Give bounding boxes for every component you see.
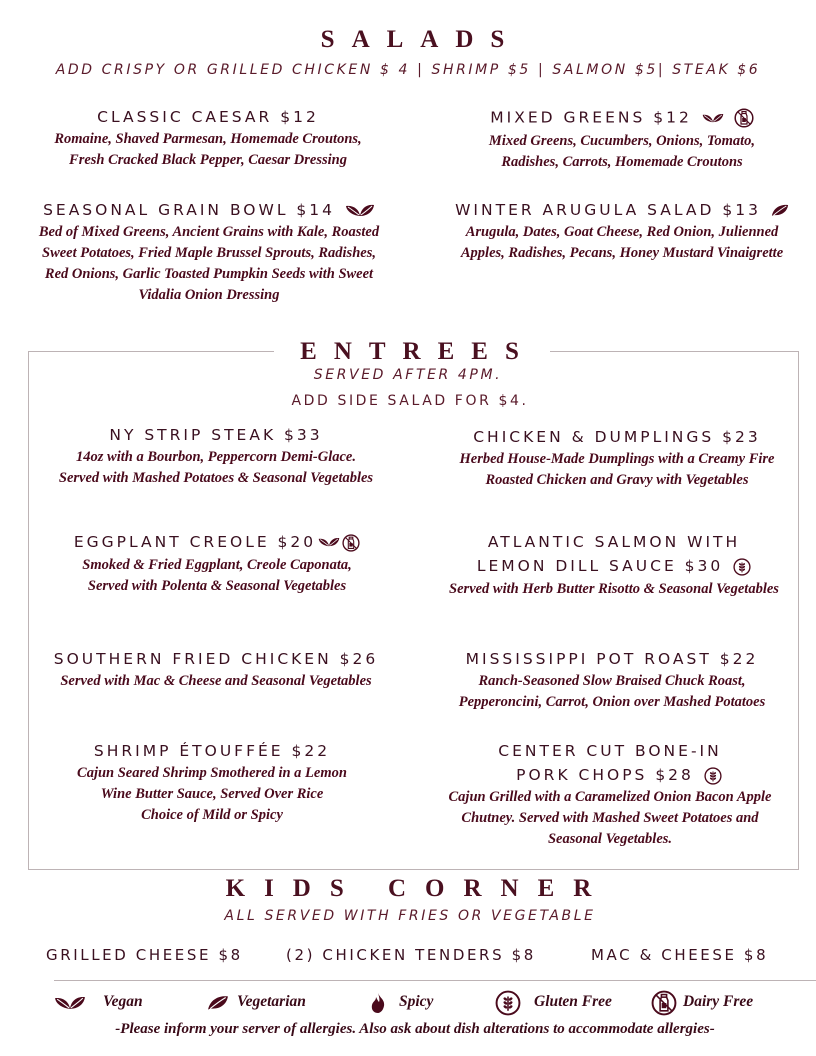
dish-name: CLASSIC CAESAR $12 bbox=[97, 108, 319, 126]
salads-title: SALADS bbox=[320, 26, 522, 53]
dish-desc-line: Chutney. Served with Mashed Sweet Potatoes and bbox=[461, 809, 759, 826]
entree-mississippi-pot-roast bbox=[426, 650, 798, 713]
dish-desc-line: Romaine, Shaved Parmesan, Homemade Croutons, bbox=[54, 131, 362, 147]
kids-item-mac-cheese: MAC & CHEESE $8 bbox=[591, 946, 769, 964]
dish-name: MIXED GREENS $12 bbox=[490, 108, 692, 127]
dish-desc-line: Cajun Grilled with a Caramelized Onion Bacon Apple bbox=[448, 788, 772, 805]
dish-name-line: PORK CHOPS $28 bbox=[516, 766, 694, 784]
dish-name-line: CENTER CUT BONE-IN bbox=[498, 742, 722, 760]
kids-sub: ALL SERVED WITH FRIES OR VEGETABLE bbox=[224, 908, 596, 924]
dish-name-row bbox=[32, 533, 402, 552]
dish-name-row bbox=[432, 201, 812, 219]
dish-desc-line: Seasonal Vegetables. bbox=[547, 830, 673, 847]
dish-desc-line: Vidalia Onion Dressing bbox=[138, 287, 280, 303]
dish-name: SEASONAL GRAIN BOWL $14 bbox=[43, 201, 335, 219]
dish-desc-line: 14oz with a Bourbon, Peppercorn Demi-Glace. bbox=[76, 449, 356, 465]
dairy-free-icon bbox=[651, 990, 677, 1016]
entree-atlantic-salmon bbox=[426, 533, 802, 600]
legend-vegan: Vegan bbox=[103, 993, 143, 1010]
dish-name-row bbox=[430, 766, 790, 785]
salad-classic-caesar bbox=[28, 108, 388, 171]
gluten-free-icon bbox=[704, 767, 722, 785]
dairy-free-icon bbox=[342, 534, 360, 552]
gluten-free-icon bbox=[495, 990, 521, 1016]
dish-desc-line: Smoked & Fried Eggplant, Creole Caponata, bbox=[82, 556, 352, 573]
divider bbox=[54, 980, 816, 981]
dish-desc-line: Roasted Chicken and Gravy with Vegetables bbox=[485, 472, 749, 488]
salads-addons: ADD CRISPY OR GRILLED CHICKEN $ 4 | SHRIMP $5 | SALMON $5| STEAK $6 bbox=[55, 62, 761, 78]
dish-desc-line: Red Onions, Garlic Toasted Pumpkin Seeds with Sweet bbox=[44, 266, 374, 282]
dish-name: MISSISSIPPI POT ROAST $22 bbox=[465, 650, 759, 668]
entree-eggplant-creole bbox=[32, 533, 402, 597]
dish-desc-line: Served with Polenta & Seasonal Vegetables bbox=[87, 577, 347, 594]
entrees-served: SERVED AFTER 4PM. bbox=[313, 367, 503, 383]
dish-desc-line: Served with Mashed Potatoes & Seasonal Vegetables bbox=[58, 470, 374, 486]
dish-name-row bbox=[24, 201, 394, 219]
dish-desc-line: Wine Butter Sauce, Served Over Rice bbox=[100, 786, 324, 802]
salad-mixed-greens bbox=[432, 108, 812, 173]
vegetarian-icon bbox=[771, 204, 789, 217]
dish-desc-line: Served with Herb Butter Risotto & Seasonal Vegetables bbox=[449, 580, 779, 597]
salad-seasonal-grain-bowl bbox=[24, 201, 394, 306]
spicy-icon bbox=[370, 992, 386, 1014]
vegan-icon bbox=[318, 537, 340, 548]
dish-name-line: ATLANTIC SALMON WITH bbox=[487, 533, 741, 551]
dish-desc-line: Herbed House-Made Dumplings with a Creamy Fire bbox=[459, 451, 775, 467]
vegan-icon bbox=[702, 113, 724, 124]
dish-desc-line: Bed of Mixed Greens, Ancient Grains with Kale, Roasted bbox=[38, 224, 380, 240]
dish-name-line: LEMON DILL SAUCE $30 bbox=[476, 557, 724, 575]
legend-gluten-free: Gluten Free bbox=[534, 993, 612, 1010]
kids-item-chicken-tenders: (2) CHICKEN TENDERS $8 bbox=[286, 946, 536, 964]
dish-name: WINTER ARUGULA SALAD $13 bbox=[455, 201, 761, 219]
vegan-icon bbox=[54, 996, 86, 1011]
dish-desc-line: Fresh Cracked Black Pepper, Caesar Dressing bbox=[69, 152, 347, 168]
dish-name: SOUTHERN FRIED CHICKEN $26 bbox=[53, 650, 379, 668]
legend-dairy-free: Dairy Free bbox=[683, 993, 754, 1010]
dairy-free-icon bbox=[734, 108, 754, 128]
entree-ny-strip-steak bbox=[36, 426, 396, 489]
entrees-side-salad: ADD SIDE SALAD FOR $4. bbox=[291, 393, 529, 409]
gluten-free-icon bbox=[733, 558, 751, 576]
dish-desc-line: Apples, Radishes, Pecans, Honey Mustard Vinaigrette bbox=[460, 245, 784, 261]
kids-item-grilled-cheese: GRILLED CHEESE $8 bbox=[46, 946, 243, 964]
entree-pork-chops bbox=[430, 742, 790, 850]
dish-desc-line: Choice of Mild or Spicy bbox=[141, 807, 283, 823]
vegan-icon bbox=[345, 204, 375, 218]
dish-desc-line: Mixed Greens, Cucumbers, Onions, Tomato, bbox=[488, 133, 756, 149]
dish-name: SHRIMP ÉTOUFFÉE $22 bbox=[93, 742, 331, 760]
kids-title: KIDS CORNER bbox=[225, 875, 611, 902]
dish-desc-line: Sweet Potatoes, Fried Maple Brussel Sprouts, Radishes, bbox=[42, 245, 376, 261]
vegetarian-icon bbox=[207, 995, 229, 1011]
dish-name-row bbox=[432, 108, 812, 128]
dish-name: NY STRIP STEAK $33 bbox=[109, 426, 323, 444]
entree-chicken-dumplings bbox=[432, 428, 802, 491]
dish-desc-line: Pepperoncini, Carrot, Onion over Mashed Potatoes bbox=[458, 694, 766, 710]
allergy-note: -Please inform your server of allergies. Also ask about dish alterations to accommodate allergies- bbox=[115, 1021, 715, 1037]
legend bbox=[0, 990, 816, 1020]
dish-name: EGGPLANT CREOLE $20 bbox=[73, 533, 317, 551]
legend-vegetarian: Vegetarian bbox=[237, 993, 306, 1010]
legend-spicy: Spicy bbox=[399, 993, 434, 1010]
dish-desc-line: Served with Mac & Cheese and Seasonal Vegetables bbox=[60, 673, 372, 689]
entree-southern-fried-chicken bbox=[36, 650, 396, 692]
dish-desc-line: Ranch-Seasoned Slow Braised Chuck Roast, bbox=[478, 673, 746, 689]
dish-desc-line: Cajun Seared Shrimp Smothered in a Lemon bbox=[77, 765, 347, 781]
salad-winter-arugula bbox=[432, 201, 812, 264]
entrees-title: ENTREES bbox=[300, 338, 536, 365]
dish-desc-line: Radishes, Carrots, Homemade Croutons bbox=[501, 154, 743, 170]
dish-desc-line: Arugula, Dates, Goat Cheese, Red Onion, Julienned bbox=[465, 224, 779, 240]
dish-name: CHICKEN & DUMPLINGS $23 bbox=[473, 428, 761, 446]
dish-name-row bbox=[426, 557, 802, 576]
entree-shrimp-etouffee bbox=[32, 742, 392, 826]
